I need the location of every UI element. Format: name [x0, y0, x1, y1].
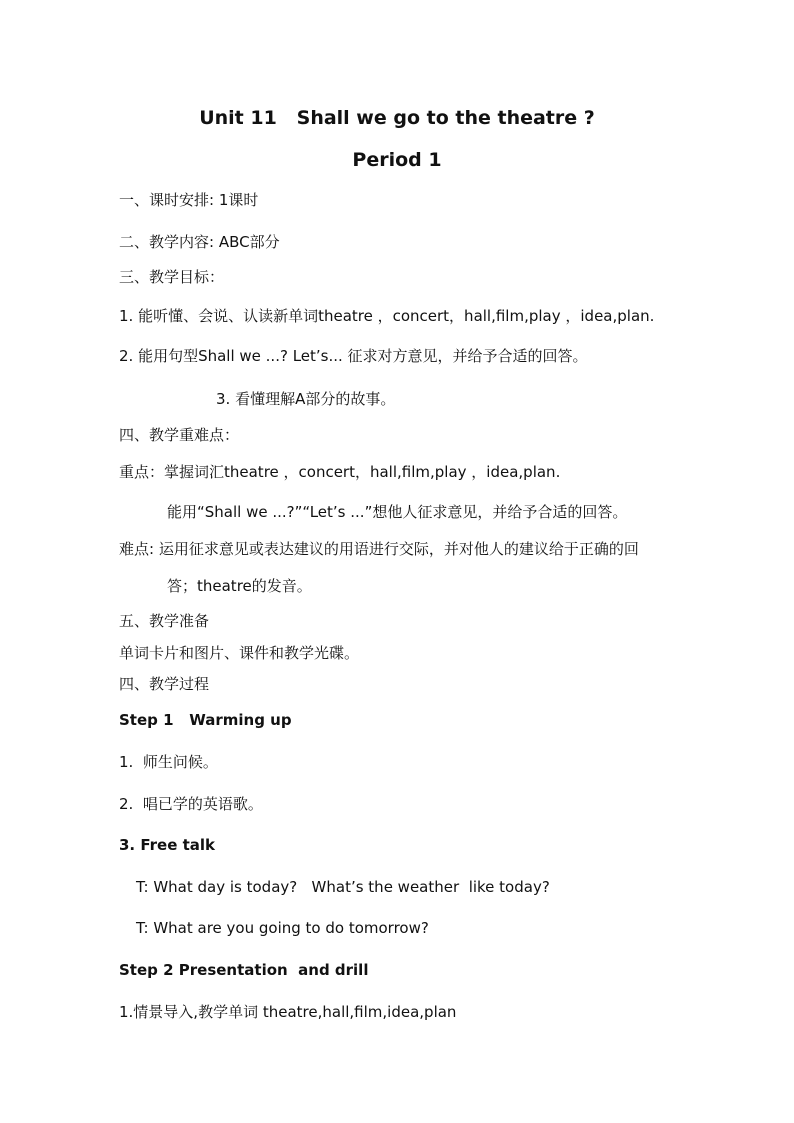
- line-difficulty: 难点: 运用征求意见或表达建议的用语进行交际，并对他人的建议给于正确的回: [119, 540, 639, 558]
- line-key-point-vocab: 重点：掌握词汇theatre ，concert，hall,film,play ，idea,plan.: [119, 463, 561, 481]
- line-objective-3: 3. 看懂理解A部分的故事。: [216, 390, 396, 408]
- line-key-point-sentences: 能用“Shall we ...?”“Let’s ...”想他人征求意见，并给予合适的回答。: [167, 503, 628, 521]
- line-objective-2: 2. 能用句型Shall we ...? Let’s... 征求对方意见，并给予合适的回答。: [119, 347, 588, 365]
- line-schedule: 一、课时安排: 1课时: [119, 191, 259, 209]
- line-dialogue-2: T: What are you going to do tomorrow?: [136, 919, 429, 937]
- line-step-1: Step 1 Warming up: [119, 711, 292, 729]
- line-key-points-heading: 四、教学重难点：: [119, 426, 240, 444]
- line-difficulty-cont: 答；theatre的发音。: [167, 577, 312, 595]
- period-title: Period 1: [352, 149, 442, 171]
- line-preparation: 单词卡片和图片、课件和教学光碟。: [119, 644, 360, 662]
- line-content: 二、教学内容: ABC部分: [119, 233, 280, 251]
- line-objective-1: 1. 能听懂、会说、认读新单词theatre ，concert，hall,film,play ，idea,plan.: [119, 307, 655, 325]
- line-greeting: 1. 师生问候。: [119, 753, 218, 771]
- line-step-2-item-1: 1.情景导入,教学单词 theatre,hall,film,idea,plan: [119, 1003, 457, 1021]
- unit-title: Unit 11 Shall we go to the theatre ?: [199, 107, 595, 129]
- line-process-heading: 四、教学过程: [119, 675, 210, 693]
- line-step-2: Step 2 Presentation and drill: [119, 961, 369, 979]
- line-objectives-heading: 三、教学目标：: [119, 268, 225, 286]
- line-dialogue-1: T: What day is today? What’s the weather like today?: [136, 878, 550, 896]
- line-song: 2. 唱已学的英语歌。: [119, 795, 263, 813]
- line-free-talk: 3. Free talk: [119, 836, 216, 854]
- line-preparation-heading: 五、教学准备: [119, 612, 210, 630]
